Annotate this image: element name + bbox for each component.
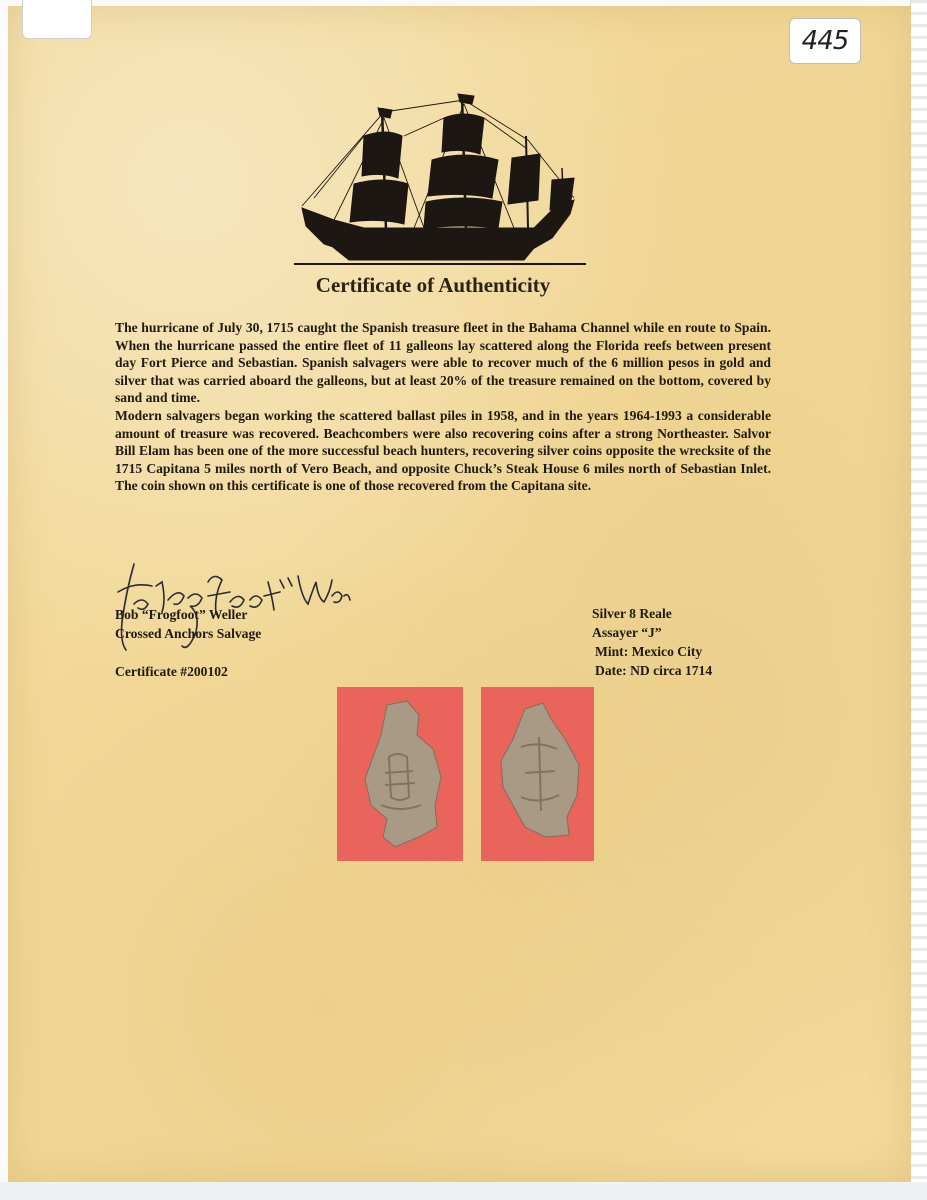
history-paragraph: Modern salvagers began working the scattered ballast piles in 1958, and in the years 1964-1993 a considerable amount of treasure was recovered. Beachcombers were also recovering coins after a strong Northeaster. Salvor Bill Elam has been one of the more successful beach hunters, recovering silver coins opposite the wrecksite of the 1715 Capitana 5 miles north of Vero Beach, and opposite Chuck’s Steak House 6 miles north of Sebastian Inlet. The coin shown on this certificate is one of those recovered from the Capitana site. [115, 407, 771, 494]
history-text [115, 319, 771, 495]
coin-details [592, 604, 712, 680]
certificate-title: Certificate of Authenticity [315, 273, 551, 297]
coin-reverse-image [481, 687, 594, 861]
coin-denomination: Silver 8 Reale [592, 606, 672, 621]
inventory-tag: 445 [789, 18, 861, 64]
coin-assayer: Assayer “J” [592, 625, 662, 640]
certificate-number: Certificate #200102 [115, 664, 228, 679]
history-paragraph: The hurricane of July 30, 1715 caught the Spanish treasure fleet in the Bahama Channel while en route to Spain. When the hurricane passed the entire fleet of 11 galleons lay scattered along the Florida reefs between present day Fort Pierce and Sebastian. Spanish salvagers were able to recover much of the 6 million pesos in gold and silver that was carried aboard the galleons, but at least 20% of the treasure remained on the bottom, covered by sand and time. [115, 320, 771, 406]
scanner-bottom-strip [0, 1182, 927, 1200]
galleon-ship-icon [294, 88, 586, 270]
signer-block [115, 605, 261, 643]
scanner-edge-strip [910, 0, 927, 1200]
signer-name: Bob “Frogfoot” Weller [115, 607, 248, 622]
coin-obverse-image [337, 687, 463, 861]
coin-photo-reverse [481, 687, 594, 861]
coin-mint: Mint: Mexico City [595, 644, 703, 659]
signer-company: Crossed Anchors Salvage [115, 626, 262, 641]
coin-photo-obverse [337, 687, 463, 861]
coin-date: Date: ND circa 1714 [595, 663, 713, 678]
paper-tab [22, 0, 92, 39]
